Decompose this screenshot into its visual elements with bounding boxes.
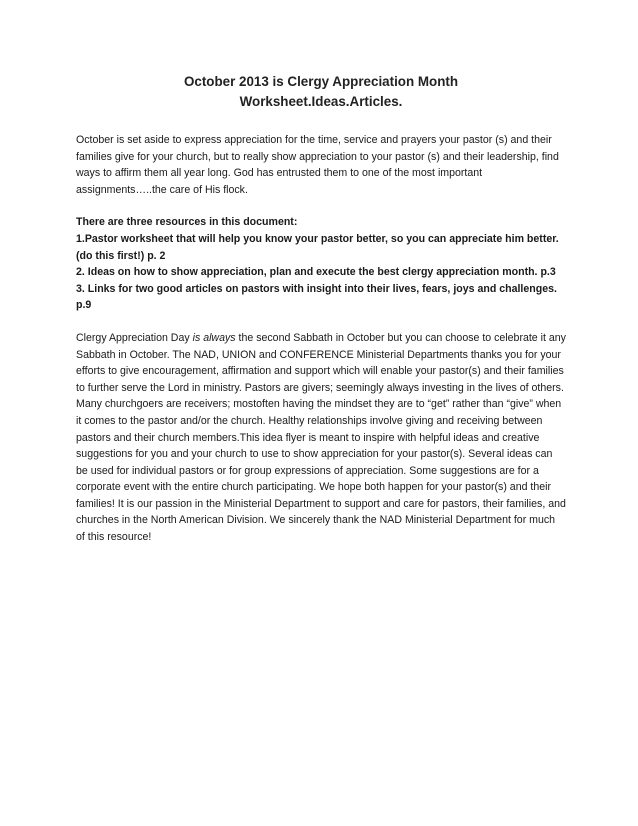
resources-heading: There are three resources in this document: <box>76 216 298 229</box>
resource-item-2: 2. Ideas on how to show appreciation, plan and execute the best clergy appreciation month. p.3 <box>76 266 556 279</box>
intro-paragraph: October is set aside to express appreciation for the time, service and prayers your pastor (s) and their families give for your church, but to really show appreciation to your pastor (s) and their leadership, find ways to affirm them all year long. God has entrusted them to one of the most important assignments…..the care of His flock. <box>76 134 559 196</box>
body-text-start: Clergy Appreciation Day <box>76 331 193 344</box>
document-page <box>76 72 566 546</box>
body-paragraph <box>76 330 566 546</box>
resource-item-3: 3. Links for two good articles on pastors with insight into their lives, fears, joys and challenges. p.9 <box>76 282 557 312</box>
body-text-rest: the second Sabbath in October but you can choose to celebrate it any Sabbath in October. The NAD, UNION and CONFERENCE Ministerial Departments thanks you for your efforts to give encouragement, affirmation and support which will enable your pastor(s) and their families to further serve the Lord in ministry. Pastors are givers; seemingly always investing in the lives of others. Many churchgoers are receivers; mostoften having the mindset they are to “get” rather than “give” when it comes to the pastor and/or the church. Healthy relationships involve giving and receiving between pastors and their church members.This idea flyer is meant to inspire with helpful ideas and creative suggestions for you and your church to use to show appreciation for your pastor(s). Several ideas can be used for individual pastors or for group expressions of appreciation. Some suggestions are for a corporate event with the entire church participating. We hope both happen for your pastor(s) and their families! It is our passion in the Ministerial Department to support and care for pastors, their families, and churches in the North American Division. We sincerely thank the NAD Ministerial Department for much of this resource! <box>76 331 566 544</box>
body-emphasis: is always <box>192 331 236 344</box>
title-line-1: October 2013 is Clergy Appreciation Month <box>183 74 459 89</box>
title-line-2: Worksheet.Ideas.Articles. <box>239 94 403 109</box>
resource-item-1: 1.Pastor worksheet that will help you know your pastor better, so you can appreciate him better. (do this first!) p. 2 <box>76 232 559 262</box>
document-title <box>76 72 566 112</box>
resources-list <box>76 214 566 314</box>
